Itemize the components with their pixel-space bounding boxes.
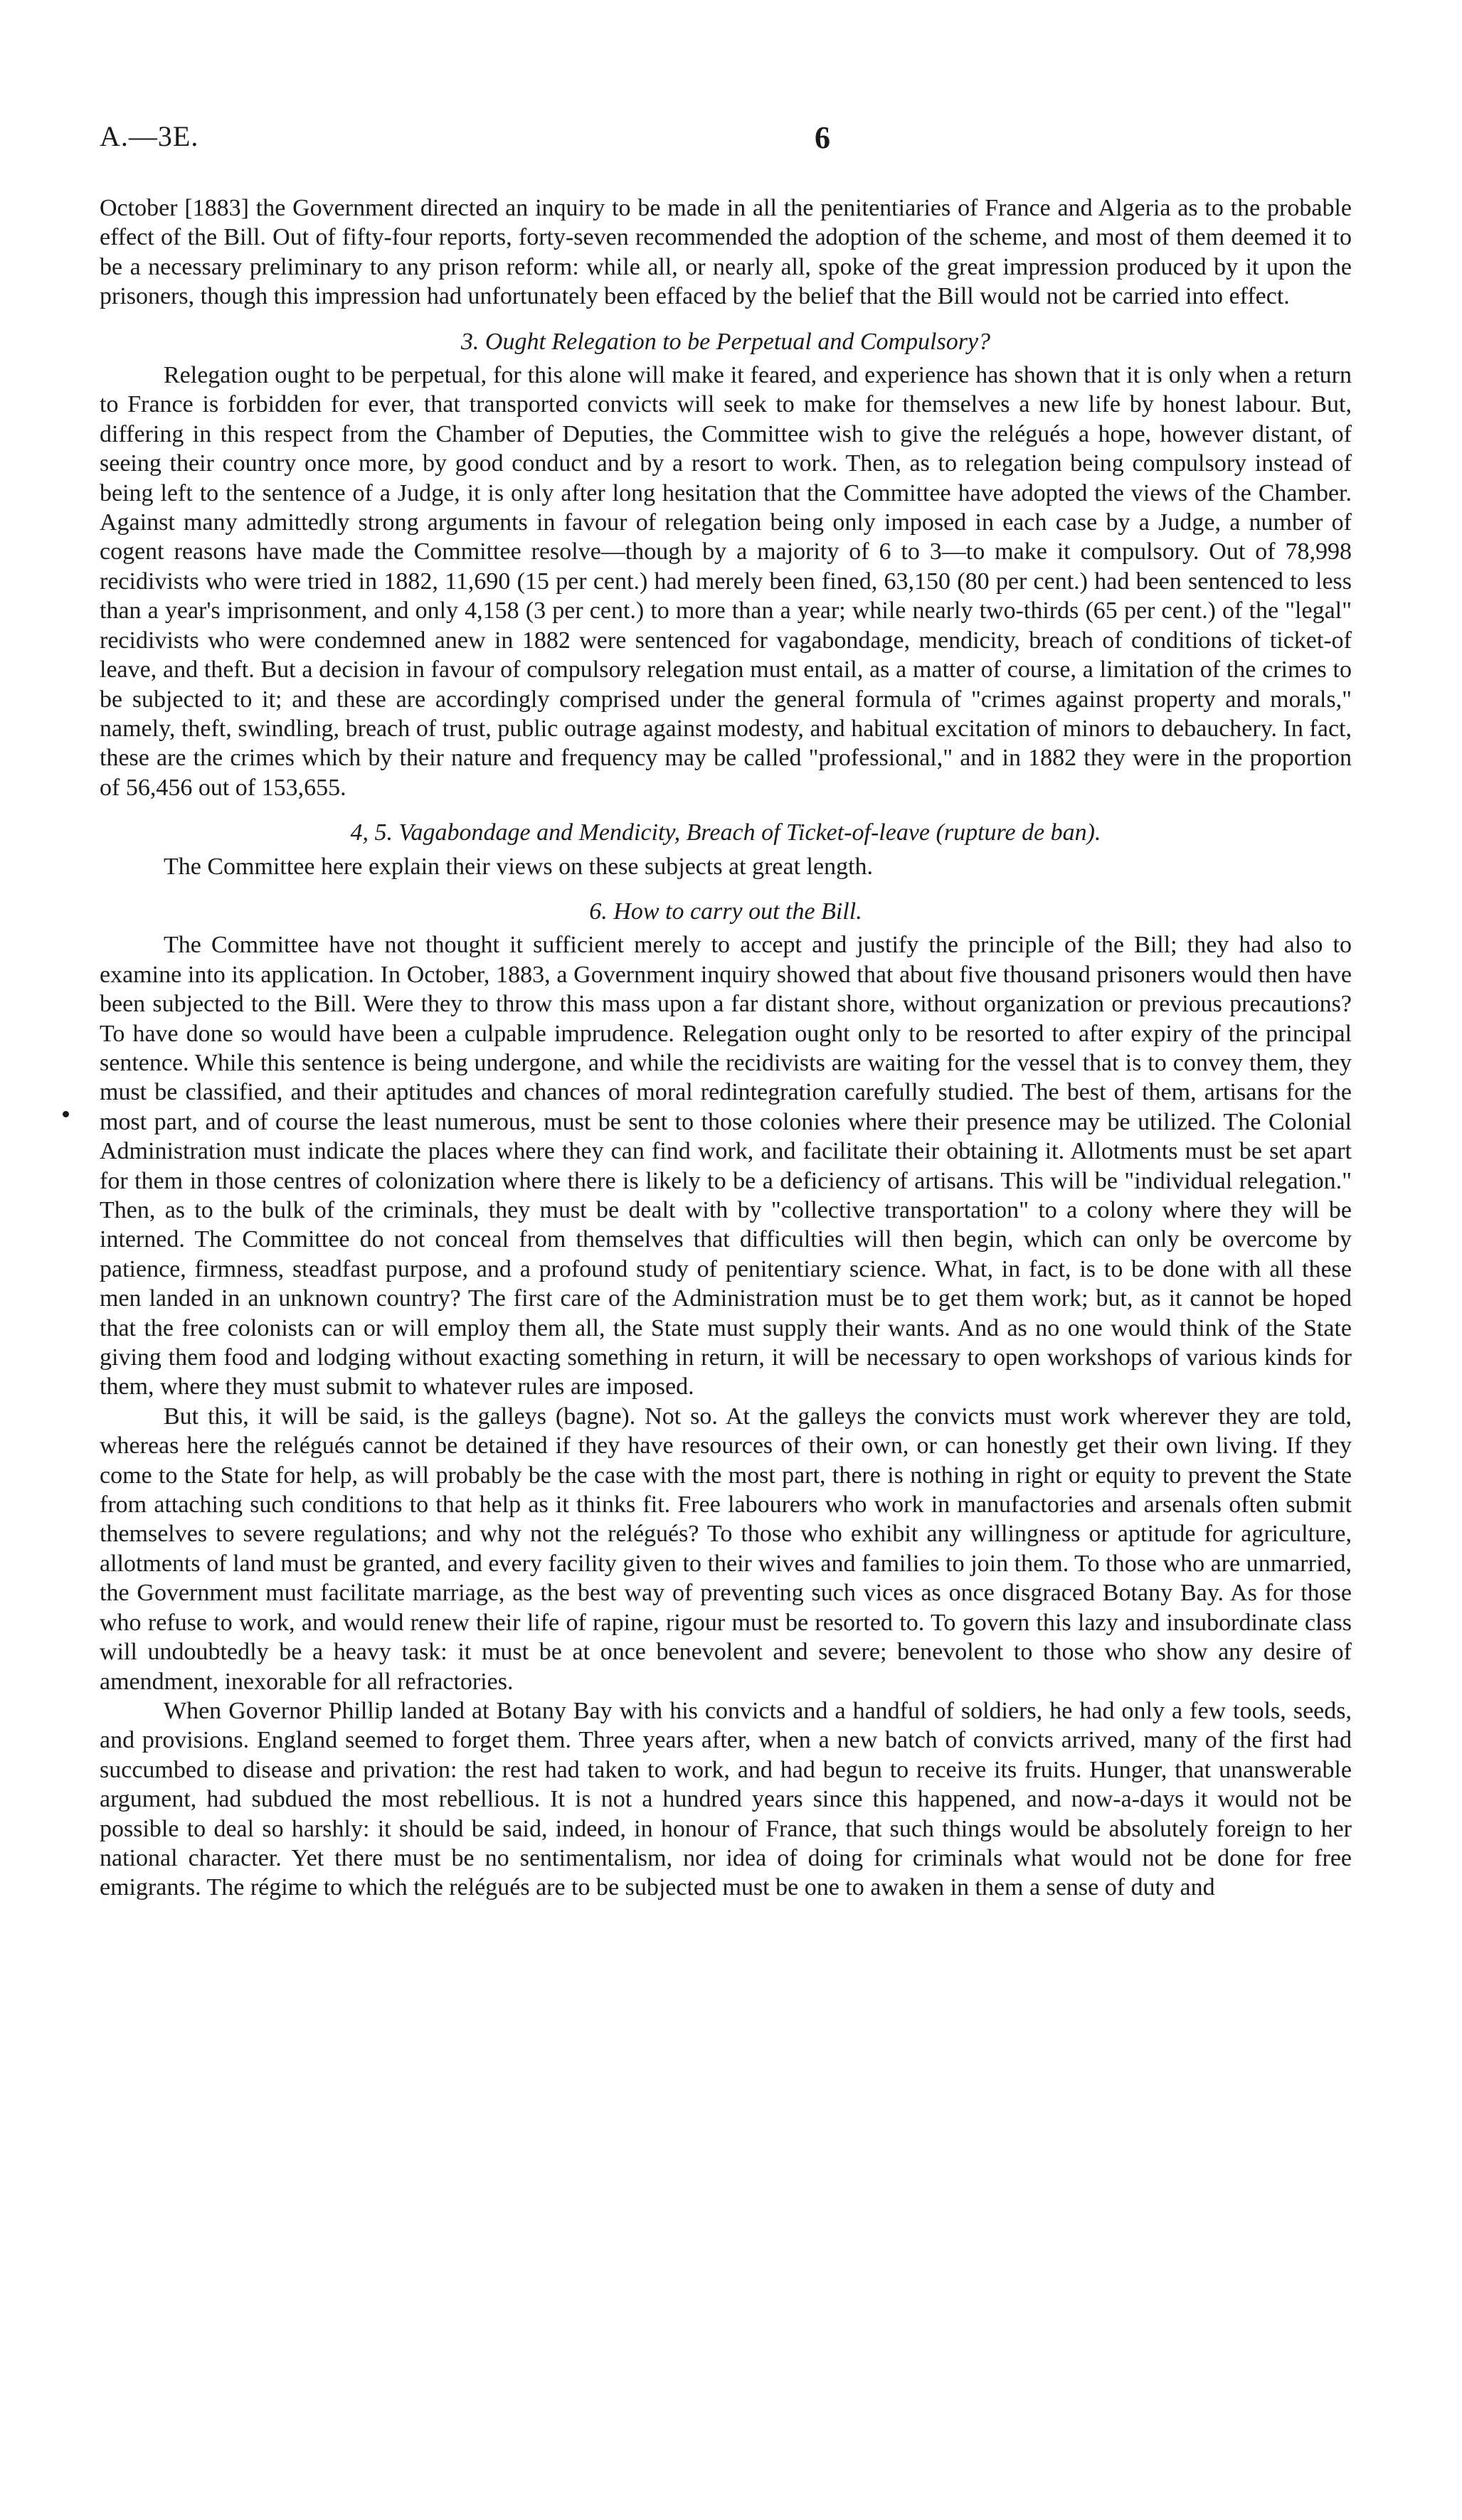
margin-dot-mark [63, 1111, 69, 1117]
document-reference: A.—3E. [100, 120, 199, 152]
paragraph-continuation: October [1883] the Government directed an inquiry to be made in all the penitentiaries of France and Algeria as to the probable effect of the Bill. Out of fifty-four reports, forty-seven recommended the adoption of the scheme, and most of them deemed it to be a necessary preliminary to any prison reform: while all, or nearly all, spoke of the great impression produced by it upon the prisoners, though this impression had unfortunately been effaced by the belief that the Bill would not be carried into effect. [100, 195, 1352, 310]
paragraph-application: The Committee have not thought it sufficient merely to accept and justify the principle of the Bill; they had also to examine into its application. In October, 1883, a Government inquiry showed that about five thousand prisoners would then have been subjected to the Bill. Were they to throw this mass upon a far distant shore, without organization or previous precautions? To have done so would have been a culpable imprudence. Relegation ought only to be resorted to after expiry of the principal sentence. While this sentence is being undergone, and while the recidivists are waiting for the vessel that is to convey them, they must be classified, and their aptitudes and chances of moral redintegration carefully studied. The best of them, artisans for the most part, and of course the least numerous, must be sent to those colonies where their presence may be utilized. The Colonial Administration must indicate the places where they can find work, and facilitate their obtaining it. Allotments must be set apart for them in those centres of colonization where there is likely to be a deficiency of artisans. This will be "individual relegation." Then, as to the bulk of the criminals, they must be dealt with by "collective transportation" to a colony where they will be interned. The Committee do not conceal from themselves that difficulties will then begin, which can only be overcome by patience, firmness, steadfast purpose, and a profound study of penitentiary science. What, in fact, is to be done with all these men landed in an unknown country? The first care of the Administration must be to get them work; but, as it cannot be hoped that the free colonists can or will employ them all, the State must supply their wants. And as no one would think of the State giving them food and lodging without exacting something in return, it will be necessary to open workshops of various kinds for them, where they must submit to whatever rules are imposed. [100, 932, 1352, 1400]
page-body [100, 193, 1352, 1903]
paragraph-relegation-perpetual: Relegation ought to be perpetual, for this alone will make it feared, and experience has shown that it is only when a return to France is forbidden for ever, that transported convicts will seek to make for themselves a new life by honest labour. But, differing in this respect from the Chamber of Deputies, the Committee wish to give the relégués a hope, however distant, of seeing their country once more, by good conduct and by a resort to work. Then, as to relegation being compulsory instead of being left to the sentence of a Judge, it is only after long hesitation that the Committee have adopted the views of the Chamber. Against many admittedly strong arguments in favour of relegation being only imposed in each case by a Judge, a number of cogent reasons have made the Committee resolve—though by a majority of 6 to 3—to make it compulsory. Out of 78,998 recidivists who were tried in 1882, 11,690 (15 per cent.) had merely been fined, 63,150 (80 per cent.) had been sentenced to less than a year's imprisonment, and only 4,158 (3 per cent.) to more than a year; while nearly two-thirds (65 per cent.) of the "legal" recidivists who were condemned anew in 1882 were sentenced for vagabondage, mendicity, breach of conditions of ticket-of leave, and theft. But a decision in favour of compulsory relegation must entail, as a matter of course, a limitation of the crimes to be subjected to it; and these are accordingly comprised under the general formula of "crimes against property and morals," namely, theft, swindling, breach of trust, public outrage against modesty, and habitual excitation of minors to debauchery. In fact, these are the crimes which by their nature and frequency may be called "professional," and in 1882 they were in the proportion of 56,456 out of 153,655. [100, 362, 1352, 801]
section-heading-perpetual-compulsory: 3. Ought Relegation to be Perpetual and Compulsory? [460, 328, 991, 355]
section-heading-carry-out-bill: 6. How to carry out the Bill. [589, 898, 862, 925]
paragraph-committee-views: The Committee here explain their views on these subjects at great length. [164, 853, 874, 880]
paragraph-galleys: But this, it will be said, is the galleys (bagne). Not so. At the galleys the convicts must work wherever they are told, whereas here the relégués cannot be detained if they have resources of their own, or can honestly get their own living. If they come to the State for help, as will probably be the case with the most part, there is nothing in right or equity to prevent the State from attaching such conditions to that help as it thinks fit. Free labourers who work in manufactories and arsenals often submit themselves to severe regulations; and why not the relégués? To those who exhibit any willingness or aptitude for agriculture, allotments of land must be granted, and every facility given to their wives and families to join them. To those who are unmarried, the Government must facilitate marriage, as the best way of preventing such vices as once disgraced Botany Bay. As for those who refuse to work, and would renew their life of rapine, rigour must be resorted to. To govern this lazy and insubordinate class will undoubtedly be a heavy task: it must be at once benevolent and severe; benevolent to those who show any desire of amendment, inexorable for all refractories. [100, 1403, 1352, 1695]
paragraph-botany-bay: When Governor Phillip landed at Botany Bay with his convicts and a handful of soldiers, he had only a few tools, seeds, and provisions. England seemed to forget them. Three years after, when a new batch of convicts arrived, many of the first had succumbed to disease and privation: the rest had taken to work, and had begun to receive its fruits. Hunger, that unanswerable argument, had subdued the most rebellious. It is not a hundred years since this happened, and now-a-days it would not be possible to deal so harshly: it should be said, indeed, in honour of France, that such things would be absolutely foreign to her national character. Yet there must be no sentimentalism, nor idea of doing for criminals what would not be done for free emigrants. The régime to which the relégués are to be subjected must be one to awaken in them a sense of duty and [100, 1697, 1352, 1901]
page-header [100, 119, 1352, 162]
section-heading-vagabondage: 4, 5. Vagabondage and Mendicity, Breach of Ticket-of-leave (rupture de ban). [350, 819, 1101, 846]
page-number: 6 [815, 120, 830, 155]
